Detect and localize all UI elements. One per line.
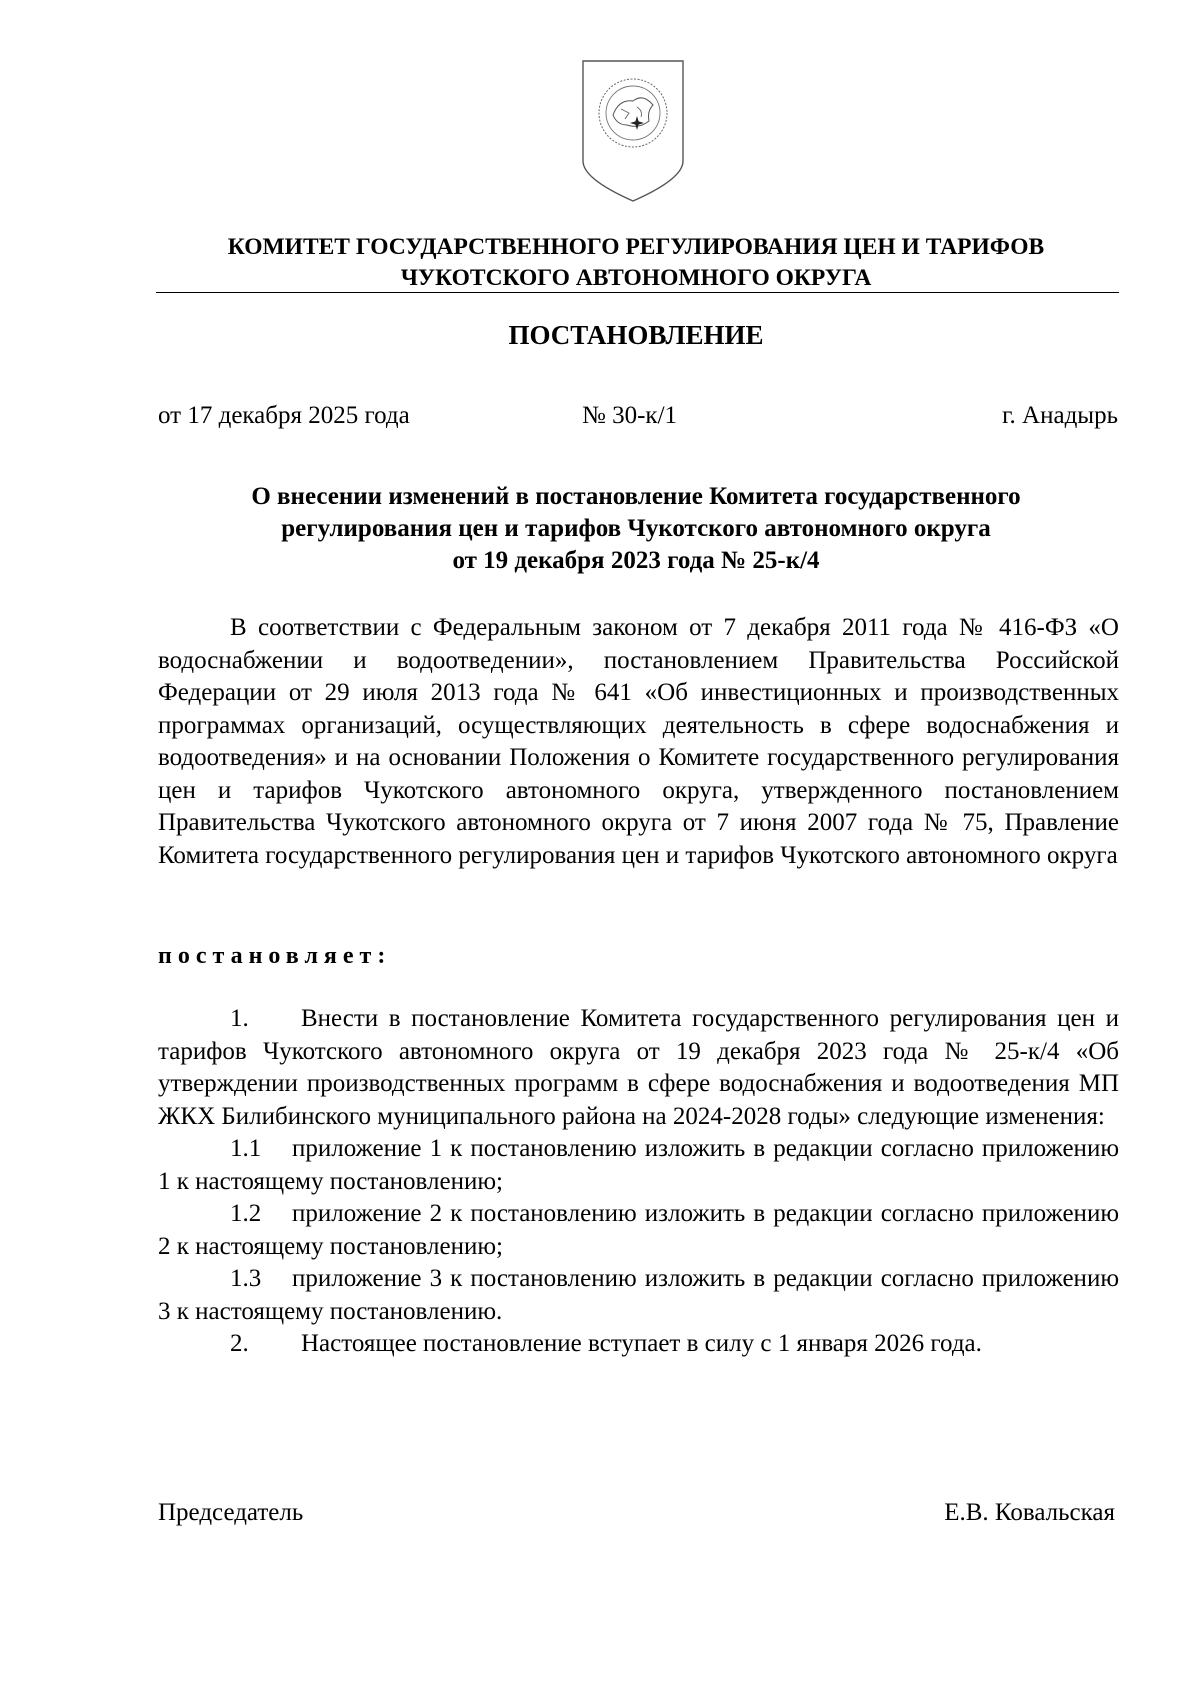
list-item bbox=[158, 1263, 1119, 1328]
decree-word: постановляет: bbox=[158, 943, 392, 969]
organization-name-line2: ЧУКОТСКОГО АВТОНОМНОГО ОКРУГА bbox=[400, 265, 872, 291]
document-subject bbox=[156, 481, 1116, 577]
subject-line2: регулирования цен и тарифов Чукотского автономного округа bbox=[281, 515, 991, 542]
item-text: Внести в постановление Комитета государственного регулирования цен и тарифов Чукотского автономного округа от 19 декабря 2023 года № 25-к/4 «Об утверждении производственных программ в сфере водоснабжения и водоотведения МП ЖКХ Билибинского муниципального района на 2024-2028 годы» следующие изменения: bbox=[158, 1005, 1119, 1130]
subject-line3: от 19 декабря 2023 года № 25-к/4 bbox=[452, 547, 820, 574]
item-text: приложение 1 к постановлению изложить в редакции согласно приложению 1 к настоящему постановлению; bbox=[158, 1135, 1119, 1195]
item-number: 1.1 bbox=[230, 1135, 262, 1162]
list-item bbox=[158, 1133, 1119, 1198]
organization-name bbox=[156, 232, 1116, 294]
document-number: № 30-к/1 bbox=[582, 402, 678, 429]
organization-name-line1: КОМИТЕТ ГОСУДАРСТВЕННОГО РЕГУЛИРОВАНИЯ ЦЕН И ТАРИФОВ bbox=[227, 234, 1045, 260]
document-date: от 17 декабря 2025 года bbox=[158, 402, 410, 429]
header-divider bbox=[156, 292, 1119, 293]
item-number: 1.2 bbox=[230, 1200, 262, 1227]
preamble-paragraph: В соответствии с Федеральным законом от 7 декабря 2011 года № 416-ФЗ «О водоснабжении и водоотведении», постановлением Правительства Российской Федерации от 29 июля 2013 года № 641 «Об инвестиционных и производственных программах организаций, осуществляющих деятельность в сфере водоснабжения и водоотведения» и на основании Положения о Комитете государственного регулирования цен и тарифов Чукотского автономного округа, утвержденного постановлением Правительства Чукотского автономного округа от 7 июня 2007 года № 75, Правление Комитета государственного регулирования цен и тарифов Чукотского автономного округа bbox=[158, 614, 1119, 869]
decree-items bbox=[158, 1003, 1119, 1361]
item-number: 2. bbox=[230, 1330, 249, 1357]
document-type: ПОСТАНОВЛЕНИЕ bbox=[508, 320, 764, 350]
item-text: приложение 2 к постановлению изложить в редакции согласно приложению 2 к настоящему постановлению; bbox=[158, 1200, 1119, 1260]
signature-position: Председатель bbox=[158, 1499, 304, 1526]
subject-line1: О внесении изменений в постановление Комитета государственного bbox=[251, 483, 1021, 510]
item-number: 1. bbox=[230, 1005, 249, 1032]
signature-name: Е.В. Ковальская bbox=[944, 1499, 1115, 1526]
list-item bbox=[158, 1003, 1119, 1133]
document-city: г. Анадырь bbox=[1002, 402, 1118, 429]
coat-of-arms-icon bbox=[577, 55, 689, 205]
item-number: 1.3 bbox=[230, 1265, 262, 1292]
list-item bbox=[158, 1328, 1119, 1361]
item-text: приложение 3 к постановлению изложить в редакции согласно приложению 3 к настоящему постановлению. bbox=[158, 1265, 1119, 1325]
list-item bbox=[158, 1198, 1119, 1263]
item-text: Настоящее постановление вступает в силу с 1 января 2026 года. bbox=[301, 1330, 982, 1357]
